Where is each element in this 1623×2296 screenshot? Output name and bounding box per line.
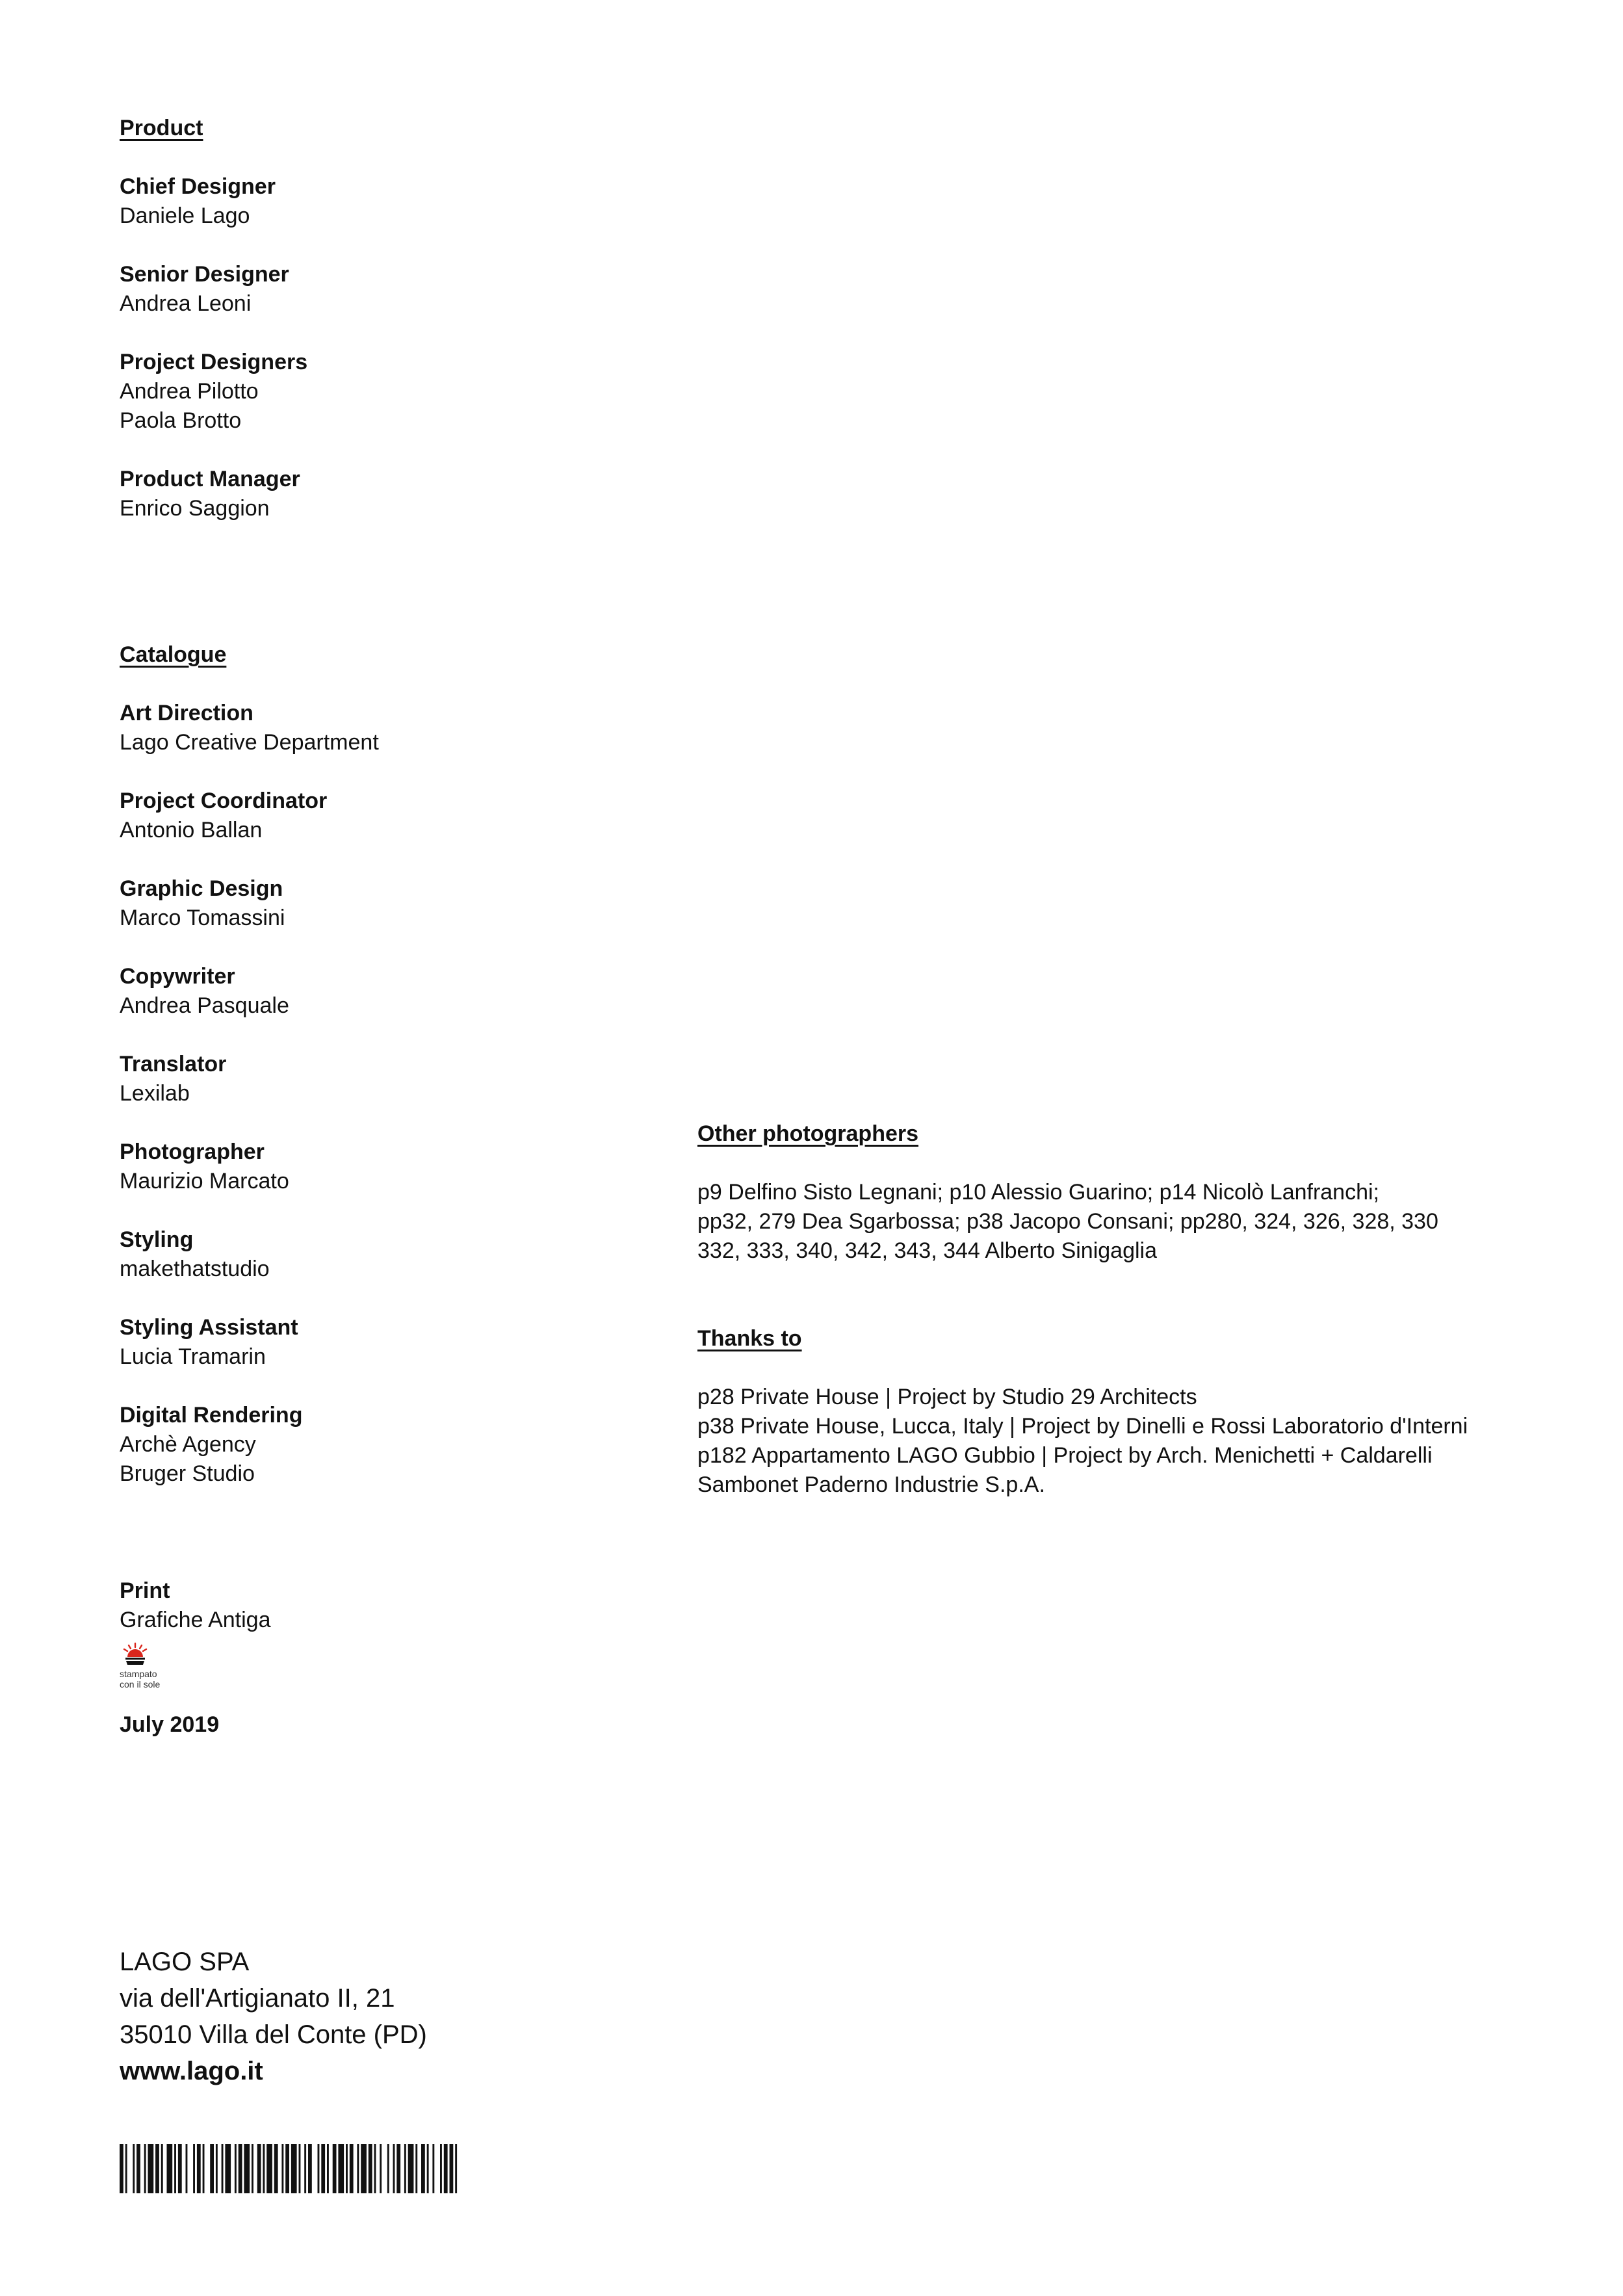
barcode-bar: [432, 2144, 434, 2193]
credits-right-column: [697, 1119, 1542, 1500]
barcode-bar: [148, 2144, 154, 2193]
barcode-bar: [235, 2144, 237, 2193]
barcode-bar: [299, 2144, 301, 2193]
product-section-title: Product: [120, 116, 203, 140]
barcode-bar: [285, 2144, 289, 2193]
other-photographers-title: Other photographers: [697, 1121, 919, 1146]
credit-styling-assistant: [120, 1313, 653, 1372]
barcode-icon: [120, 2144, 601, 2193]
credit-project-coordinator: [120, 787, 653, 845]
person-name: Maurizio Marcato: [120, 1169, 289, 1194]
thanks-line: p38 Private House, Lucca, Italy | Project by Dinelli e Rossi Laboratorio d'Interni: [697, 1414, 1468, 1439]
barcode-bar: [161, 2144, 163, 2193]
person-name: Paola Brotto: [120, 408, 242, 433]
barcode-bar: [266, 2144, 272, 2193]
barcode-bar: [450, 2144, 454, 2193]
role-label: Product Manager: [120, 467, 300, 491]
credit-print: [120, 1576, 653, 1635]
publication-date: July 2019: [120, 1712, 220, 1737]
sun-logo: [120, 1641, 172, 1699]
thanks-line: Sambonet Paderno Industrie S.p.A.: [697, 1472, 1045, 1497]
catalogue-section-title: Catalogue: [120, 642, 227, 667]
barcode-bar: [427, 2144, 429, 2193]
barcode-bar: [167, 2144, 173, 2193]
credits-left-column: [120, 114, 653, 1740]
barcode-bar: [203, 2144, 205, 2193]
person-name: Andrea Pilotto: [120, 379, 259, 404]
role-label: Translator: [120, 1052, 227, 1076]
thanks-line: p28 Private House | Project by Studio 29 Architects: [697, 1385, 1197, 1409]
barcode-bar: [186, 2144, 188, 2193]
credit-graphic-design: [120, 874, 653, 933]
barcode-bar: [193, 2144, 195, 2193]
person-name: makethatstudio: [120, 1257, 270, 1281]
barcode-bar: [404, 2144, 406, 2193]
barcode-bar: [263, 2144, 265, 2193]
credit-photographer: [120, 1138, 653, 1196]
barcode-bar: [120, 2144, 123, 2193]
barcode-bar: [225, 2144, 231, 2193]
person-name: Antonio Ballan: [120, 818, 263, 842]
role-label: Styling: [120, 1227, 194, 1252]
thanks-to-title: Thanks to: [697, 1326, 802, 1351]
barcode-bar: [387, 2144, 389, 2193]
person-name: Andrea Leoni: [120, 291, 252, 316]
credit-product-manager: [120, 465, 653, 523]
credit-project-designers: [120, 348, 653, 436]
role-label: Chief Designer: [120, 174, 276, 199]
role-label: Art Direction: [120, 701, 253, 725]
barcode-bar: [350, 2144, 354, 2193]
person-name: Marco Tomassini: [120, 906, 285, 930]
barcode-bar: [308, 2144, 312, 2193]
barcode-bar: [125, 2144, 127, 2193]
credit-digital-rendering: [120, 1401, 653, 1489]
barcode-bar: [361, 2144, 367, 2193]
barcode-bar: [374, 2144, 376, 2193]
logo-caption-line: con il sole: [120, 1679, 161, 1689]
credit-chief-designer: [120, 172, 653, 231]
credit-translator: [120, 1050, 653, 1108]
barcode-bar: [252, 2144, 253, 2193]
barcode-bar: [304, 2144, 306, 2193]
city-address: 35010 Villa del Conte (PD): [120, 2020, 427, 2049]
role-label: Print: [120, 1578, 170, 1603]
barcode-bar: [369, 2144, 372, 2193]
person-name: Lucia Tramarin: [120, 1344, 266, 1369]
thanks-line: p182 Appartamento LAGO Gubbio | Project by Arch. Menichetti + Caldarelli: [697, 1443, 1433, 1468]
barcode-bar: [174, 2144, 176, 2193]
barcode-bar: [396, 2144, 400, 2193]
street-address: via dell'Artigianato II, 21: [120, 1984, 395, 2013]
barcode-bar: [455, 2144, 457, 2193]
role-label: Graphic Design: [120, 876, 283, 901]
person-name: Lexilab: [120, 1081, 190, 1106]
role-label: Photographer: [120, 1140, 265, 1164]
barcode-bar: [346, 2144, 348, 2193]
person-name: Bruger Studio: [120, 1461, 255, 1486]
barcode-bar: [291, 2144, 297, 2193]
sun-logo-icon: [120, 1641, 159, 1669]
barcode-bar: [178, 2144, 182, 2193]
barcode-bar: [244, 2144, 250, 2193]
photographers-line: p9 Delfino Sisto Legnani; p10 Alessio Guarino; p14 Nicolò Lanfranchi;: [697, 1180, 1380, 1205]
company-address: [120, 1944, 427, 2089]
barcode-bar: [144, 2144, 146, 2193]
barcode-bar: [216, 2144, 218, 2193]
photographers-line: pp32, 279 Dea Sgarbossa; p38 Jacopo Consani; pp280, 324, 326, 328, 330: [697, 1209, 1438, 1234]
credit-styling: [120, 1225, 653, 1284]
barcode-bar: [239, 2144, 242, 2193]
barcode-bar: [133, 2144, 135, 2193]
company-name: LAGO SPA: [120, 1948, 250, 1976]
barcode-bar: [274, 2144, 278, 2193]
barcode-bar: [281, 2144, 283, 2193]
credit-art-direction: [120, 699, 653, 757]
barcode-bar: [415, 2144, 417, 2193]
barcode-bar: [421, 2144, 425, 2193]
person-name: Andrea Pasquale: [120, 993, 289, 1018]
photographers-line: 332, 333, 340, 342, 343, 344 Alberto Sinigaglia: [697, 1238, 1158, 1263]
role-label: Senior Designer: [120, 262, 289, 287]
barcode-bar: [440, 2144, 442, 2193]
role-label: Digital Rendering: [120, 1403, 303, 1428]
person-name: Lago Creative Department: [120, 730, 379, 755]
barcode-bar: [210, 2144, 214, 2193]
sun-logo-caption: [120, 1669, 160, 1689]
role-label: Styling Assistant: [120, 1315, 298, 1340]
barcode-bar: [222, 2144, 224, 2193]
printer-name: Grafiche Antiga: [120, 1608, 271, 1632]
credit-senior-designer: [120, 260, 653, 319]
role-label: Copywriter: [120, 964, 235, 989]
person-name: Daniele Lago: [120, 203, 250, 228]
barcode-bar: [393, 2144, 395, 2193]
website-link[interactable]: www.lago.it: [120, 2057, 263, 2085]
credit-copywriter: [120, 962, 653, 1021]
barcode-bar: [136, 2144, 140, 2193]
barcode-bar: [444, 2144, 448, 2193]
barcode-bar: [155, 2144, 159, 2193]
barcode-bar: [197, 2144, 201, 2193]
barcode-bar: [257, 2144, 261, 2193]
barcode-bar: [357, 2144, 359, 2193]
barcode-bar: [321, 2144, 325, 2193]
role-label: Project Coordinator: [120, 789, 328, 813]
barcode-bar: [408, 2144, 414, 2193]
barcode-bar: [380, 2144, 382, 2193]
logo-caption-line: stampato: [120, 1669, 157, 1679]
barcode-bar: [333, 2144, 337, 2193]
person-name: Archè Agency: [120, 1432, 256, 1457]
person-name: Enrico Saggion: [120, 496, 270, 521]
role-label: Project Designers: [120, 350, 308, 374]
barcode-bar: [327, 2144, 329, 2193]
barcode-bar: [318, 2144, 320, 2193]
barcode-bar: [338, 2144, 344, 2193]
